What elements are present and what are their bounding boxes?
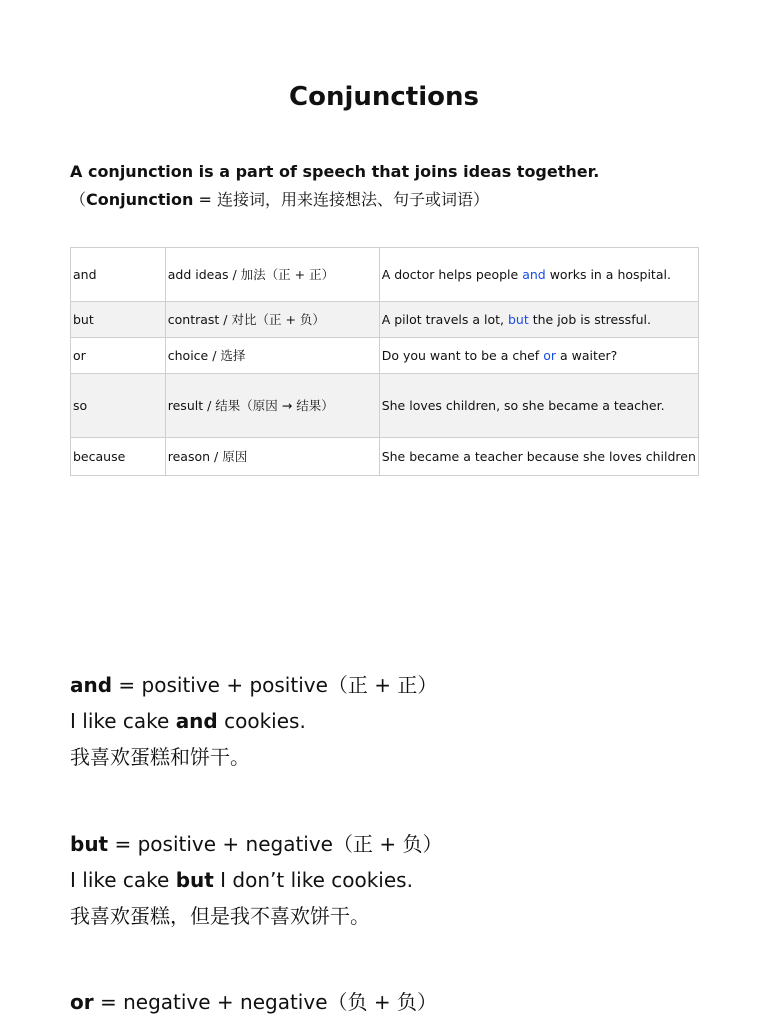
example-keyword: but	[507, 311, 529, 327]
example-text: I like cake	[70, 709, 176, 733]
table-cell-example	[379, 248, 698, 302]
rule-line	[70, 984, 437, 1020]
example-text: Do you want to be a chef	[381, 347, 544, 363]
example-sentence	[70, 703, 437, 739]
table-cell-example	[379, 338, 698, 374]
table-cell-meaning: add ideas / 加法（正 + 正）	[165, 248, 379, 302]
table-row	[71, 302, 699, 338]
definition-line: A conjunction is a part of speech that joins ideas together.	[70, 162, 600, 181]
example-keyword: but	[175, 868, 214, 892]
example-text: works in a hospital.	[545, 266, 671, 282]
example-text: cookies.	[217, 709, 306, 733]
example-sentence	[70, 862, 442, 898]
table-cell-word: and	[71, 248, 166, 302]
rule-line	[70, 667, 437, 703]
table-cell-meaning: choice / 选择	[165, 338, 379, 374]
rule-text: = positive + negative（正 + 负）	[108, 832, 443, 856]
example-text: the job is stressful.	[528, 311, 651, 327]
rule-keyword: or	[70, 990, 94, 1014]
table-row	[71, 338, 699, 374]
section-but	[70, 826, 442, 934]
table-cell-word: but	[71, 302, 166, 338]
open-paren: （	[70, 190, 87, 209]
table-cell-example: She loves children, so she became a teacher.	[379, 374, 698, 438]
example-text: I like cake	[70, 868, 176, 892]
chinese-definition: = 连接词，用来连接想法、句子或词语）	[193, 190, 489, 209]
conjunction-table	[70, 247, 699, 476]
table-cell-meaning: reason / 原因	[165, 438, 379, 476]
rule-keyword: and	[70, 673, 113, 697]
example-keyword: and	[175, 709, 218, 733]
page-title: Conjunctions	[289, 82, 479, 112]
table-cell-word: or	[71, 338, 166, 374]
rule-text: = negative + negative（负 + 负）	[93, 990, 437, 1014]
example-text: a waiter?	[555, 347, 618, 363]
rule-keyword: but	[70, 832, 109, 856]
chinese-definition-line	[70, 186, 599, 214]
table-cell-word: so	[71, 374, 166, 438]
rule-text: = positive + positive（正 + 正）	[112, 673, 438, 697]
rule-line	[70, 826, 442, 862]
table-cell-word: because	[71, 438, 166, 476]
example-keyword: or	[543, 347, 556, 363]
section-and	[70, 667, 437, 775]
example-keyword: and	[522, 266, 546, 282]
table-row	[71, 438, 699, 476]
chinese-translation: 我喜欢蛋糕和饼干。	[70, 745, 250, 769]
chinese-translation: 我喜欢蛋糕，但是我不喜欢饼干。	[70, 904, 370, 928]
table-cell-example: She became a teacher because she loves children	[379, 438, 698, 476]
table-cell-example	[379, 302, 698, 338]
example-text: I don’t like cookies.	[213, 868, 413, 892]
table-row	[71, 248, 699, 302]
table-cell-meaning: result / 结果（原因 → 结果）	[165, 374, 379, 438]
section-or	[70, 984, 437, 1020]
example-text: A doctor helps people	[381, 266, 523, 282]
table-row	[71, 374, 699, 438]
table-cell-meaning: contrast / 对比（正 + 负）	[165, 302, 379, 338]
example-text: A pilot travels a lot,	[381, 311, 508, 327]
definition-term: Conjunction	[86, 190, 194, 209]
intro-text	[70, 158, 599, 214]
